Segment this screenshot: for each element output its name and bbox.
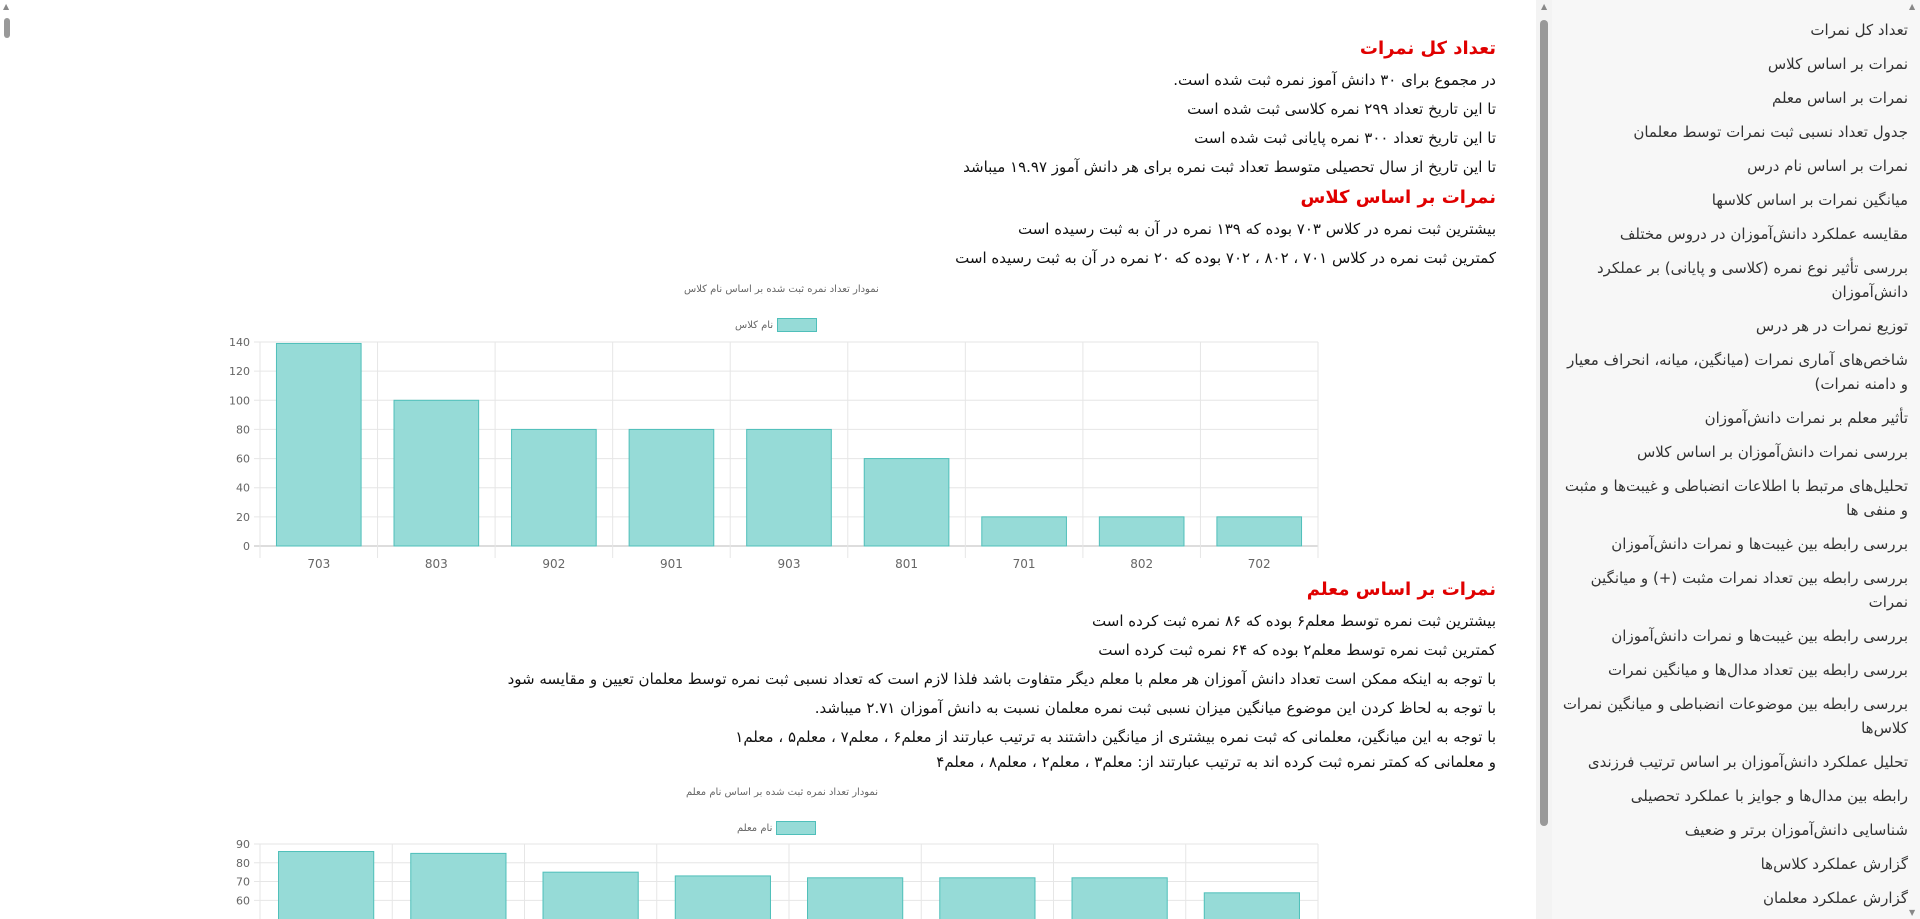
sidebar-item[interactable]: تحلیل عملکرد دانش‌آموزان بر اساس ترتیب فرزندی [1587,753,1908,771]
scrollbar-thumb[interactable] [4,18,10,38]
sidebar-list [1552,0,1920,915]
class-line-2: کمترین ثبت نمره در کلاس ۷۰۱ ، ۸۰۲ ، ۷۰۲ بوده که ۲۰ نمره در آن به ثبت رسیده است [955,249,1496,267]
bar[interactable] [629,429,714,546]
sidebar-item[interactable]: مقایسه عملکرد دانش‌آموزان در دروس مختلف [1619,225,1908,243]
x-tick-label: 702 [1247,557,1271,571]
x-tick-label: 803 [424,557,448,571]
sidebar-item[interactable]: بررسی رابطه بین تعداد نمرات مثبت (+) و میانگین نمرات [1590,569,1908,611]
scroll-up-arrow-icon[interactable]: ▲ [1909,2,1916,11]
teacher-line-6: و معلمانی که کمتر نمره ثبت کرده اند به ترتیب عبارتند از: معلم۳ ، معلم۲ ، معلم۸ ، معلم۴ [936,753,1496,771]
bar[interactable] [1072,878,1167,919]
sidebar-item[interactable]: شاخص‌های آماری نمرات (میانگین، میانه، انحراف معیار و دامنه نمرات) [1567,351,1908,393]
bar[interactable] [1217,517,1302,546]
class-line-1: بیشترین ثبت نمره در کلاس ۷۰۳ بوده که ۱۳۹ نمره در آن به ثبت رسیده است [1017,220,1496,238]
y-tick-label: 20 [236,510,250,524]
sidebar-item[interactable]: تحلیل‌های مرتبط با اطلاعات انضباطی و غیبت‌ها و مثبت و منفی ها [1564,477,1908,519]
bar[interactable] [411,853,506,919]
chart-teacher [218,836,1328,919]
y-tick-label: 0 [243,540,250,553]
bar[interactable] [864,459,949,546]
sidebar-item[interactable]: توزیع نمرات در هر درس [1755,317,1908,335]
sidebar-item[interactable]: شناسایی دانش‌آموزان برتر و ضعیف [1684,821,1908,839]
total-line-1: در مجموع برای ۳۰ دانش آموز نمره ثبت شده است. [1173,71,1496,89]
total-line-2: تا این تاریخ تعداد ۲۹۹ نمره کلاسی ثبت شده است [1187,100,1496,118]
sidebar-item[interactable]: گزارش عملکرد کلاس‌ها [1760,855,1908,873]
scroll-up-arrow-icon[interactable]: ▲ [1541,2,1548,11]
teacher-line-5: با توجه به این میانگین، معلمانی که ثبت نمره بیشتری از میانگین داشتند به ترتیب عبارتند از معلم۶ ، معلم۷ ، معلم۵ ، معلم۱ [735,728,1496,746]
x-tick-label: 801 [895,557,919,571]
y-tick-label: 80 [236,856,250,870]
y-tick-label: 90 [236,838,250,851]
sidebar-item[interactable]: بررسی رابطه بین غیبت‌ها و نمرات دانش‌آموزان [1611,627,1908,645]
sidebar-item[interactable]: نمرات بر اساس معلم [1771,89,1908,107]
teacher-line-2: کمترین ثبت نمره توسط معلم۲ بوده که ۶۴ نمره ثبت کرده است [1098,641,1496,659]
x-tick-label: 902 [542,557,566,571]
section-title-total: تعداد کل نمرات [1359,38,1496,59]
sidebar-item[interactable]: بررسی تأثیر نوع نمره (کلاسی و پایانی) بر عملکرد دانش‌آموزان [1596,259,1908,301]
y-tick-label: 70 [236,875,250,889]
sidebar-item[interactable]: جدول تعداد نسبی ثبت نمرات توسط معلمان [1633,123,1908,141]
y-tick-label: 60 [236,894,250,908]
sidebar-item[interactable]: نمرات بر اساس کلاس [1767,55,1908,73]
sidebar-scrollbar[interactable] [1904,0,1920,919]
bar[interactable] [543,872,638,919]
chart1-legend-label: نام کلاس [735,320,774,331]
scroll-up-arrow-icon[interactable]: ▲ [3,2,10,11]
bar[interactable] [279,852,374,919]
scrollbar-thumb[interactable] [1540,20,1548,826]
bar[interactable] [808,878,903,919]
section-title-class: نمرات بر اساس کلاس [1300,187,1496,208]
chart2-legend[interactable] [737,821,816,835]
x-tick-label: 802 [1130,557,1154,571]
chart2-legend-label: نام معلم [737,823,773,834]
chart2-legend-swatch [776,821,816,835]
sidebar-item[interactable]: رابطه بین مدال‌ها و جوایز با عملکرد تحصیلی [1630,787,1908,805]
x-tick-label: 901 [659,557,683,571]
left-scrollbar[interactable] [0,0,14,919]
x-tick-label: 701 [1012,557,1036,571]
y-tick-label: 120 [229,365,250,379]
bar[interactable] [1204,893,1299,919]
sidebar-item[interactable]: بررسی رابطه بین غیبت‌ها و نمرات دانش‌آموزان [1611,535,1908,553]
sidebar-item[interactable]: بررسی نمرات دانش‌آموزان بر اساس کلاس [1636,443,1908,461]
teacher-line-4: با توجه به لحاظ کردن این موضوع میانگین میزان نسبی ثبت نمره معلمان نسبت به دانش آموزان ۲.۷۱ میباشد. [814,699,1496,717]
teacher-line-1: بیشترین ثبت نمره توسط معلم۶ بوده که ۸۶ نمره ثبت کرده است [1092,612,1496,630]
sidebar-item[interactable]: نمرات بر اساس نام درس [1747,157,1908,175]
x-tick-label: 903 [777,557,801,571]
y-tick-label: 80 [236,423,250,437]
main-scrollbar[interactable] [1536,0,1552,919]
sidebar-item[interactable]: میانگین نمرات بر اساس کلاسها [1711,191,1908,209]
teacher-line-3: با توجه به اینکه ممکن است تعداد دانش آموزان هر معلم با معلم دیگر متفاوت باشد فلذا لازم است که تعداد نسبی ثبت نمره توسط معلمان تعیین و مقایسه شود [507,670,1496,688]
sidebar-item[interactable]: گزارش عملکرد معلمان [1763,889,1908,907]
sidebar-item[interactable]: تعداد کل نمرات [1810,21,1908,39]
sidebar-nav [1552,0,1920,919]
bar[interactable] [675,876,770,919]
section-title-teacher: نمرات بر اساس معلم [1306,579,1496,600]
bar[interactable] [394,400,479,546]
y-tick-label: 100 [229,394,250,408]
chart1-title: نمودار تعداد نمره ثبت شده بر اساس نام کلاس [684,284,879,295]
bar[interactable] [747,429,832,546]
sidebar-item[interactable]: بررسی رابطه بین موضوعات انضباطی و میانگین نمرات کلاس‌ها [1562,695,1908,737]
total-line-3: تا این تاریخ تعداد ۳۰۰ نمره پایانی ثبت شده است [1194,129,1496,147]
bar[interactable] [276,343,361,546]
chart2-title: نمودار تعداد نمره ثبت شده بر اساس نام معلم [686,787,878,798]
scroll-down-arrow-icon[interactable]: ▼ [1909,908,1916,917]
bar[interactable] [512,429,597,546]
y-tick-label: 140 [229,336,250,349]
y-tick-label: 60 [236,452,250,466]
bar[interactable] [982,517,1067,546]
sidebar-item[interactable]: بررسی رابطه بین تعداد مدال‌ها و میانگین نمرات [1608,661,1908,679]
total-line-4: تا این تاریخ از سال تحصیلی متوسط تعداد ثبت نمره برای هر دانش آموز ۱۹.۹۷ میباشد [963,158,1496,176]
bar[interactable] [940,878,1035,919]
chart-class [218,330,1328,575]
bar[interactable] [1099,517,1184,546]
y-tick-label: 40 [236,481,250,495]
sidebar-item[interactable]: تأثیر معلم بر نمرات دانش‌آموزان [1704,409,1908,427]
x-tick-label: 703 [307,557,331,571]
